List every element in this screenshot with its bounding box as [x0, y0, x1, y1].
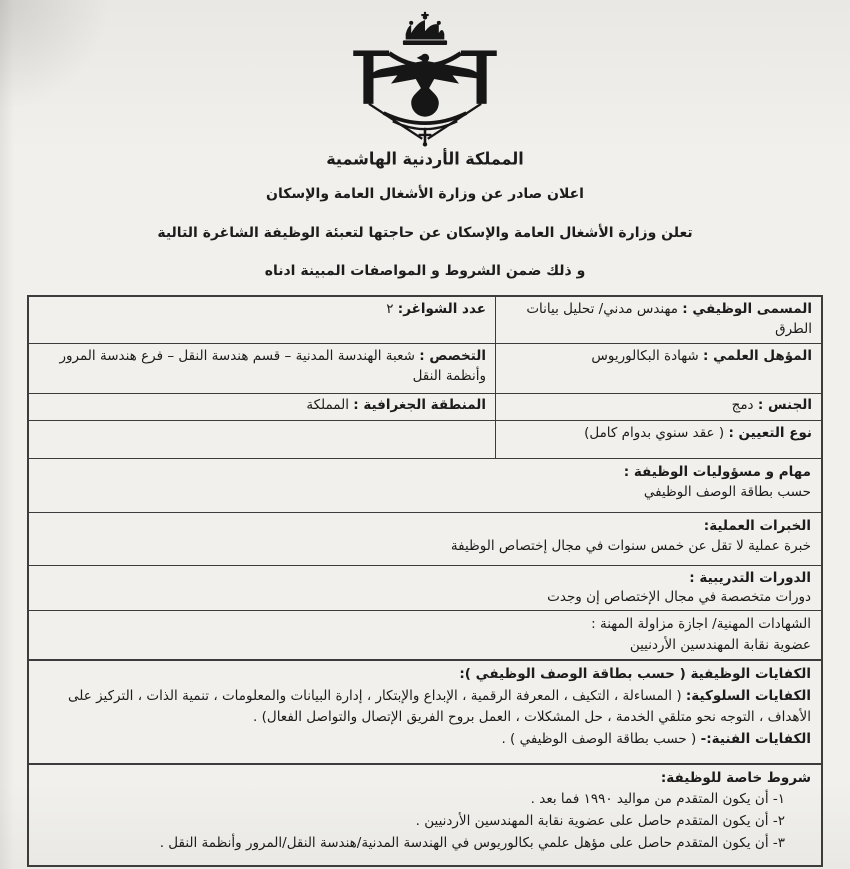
technical-competencies-label: الكفايات الفنية:-	[700, 731, 811, 748]
specialization-label: التخصص :	[419, 348, 486, 364]
vacancies-label: عدد الشواغر:	[397, 301, 486, 317]
announcement-subtitle: تعلن وزارة الأشغال العامة والإسكان عن حاجتها لتعبئة الوظيفة الشاغرة التالية	[157, 225, 693, 241]
job-title-value: مهندس مدني/ تحليل بيانات الطرق	[526, 301, 812, 338]
appointment-type-label: نوع التعيين :	[728, 425, 812, 441]
section-professional-certificates	[29, 611, 821, 661]
section-duties	[29, 459, 821, 513]
experience-title: الخبرات العملية:	[703, 518, 811, 534]
technical-competencies	[39, 729, 811, 751]
courses-body: دورات متخصصة في مجال الإختصاص إن وجدت	[547, 588, 811, 605]
empty-cell	[29, 421, 495, 459]
announcement-note: و ذلك ضمن الشروط و المواصفات المبينة ادناه	[264, 263, 586, 279]
job-summary-grid	[29, 297, 821, 459]
competencies-title: الكفايات الوظيفية ( حسب بطاقة الوصف الوظيفي ):	[459, 665, 811, 682]
kingdom-name-calligraphy: المملكة الأردنية الهاشمية	[326, 148, 524, 169]
region-cell	[29, 394, 495, 421]
gender-cell	[495, 394, 821, 421]
appointment-type-value: ( عقد سنوي بدوام كامل)	[584, 425, 725, 441]
section-training-courses	[29, 566, 821, 611]
condition-item-2: ٢- أن يكون المتقدم حاصل على عضوية نقابة المهندسين الأردنيين .	[415, 812, 785, 829]
job-details-table	[27, 295, 823, 867]
job-title-label: المسمى الوظيفي :	[682, 301, 812, 317]
condition-item-1: ١- أن يكون المتقدم من مواليد ١٩٩٠ فما بعد .	[530, 791, 785, 808]
qualification-cell	[495, 344, 821, 394]
behavioral-competencies-label: الكفايات السلوكية:	[685, 687, 811, 704]
vacancies-cell	[29, 297, 495, 344]
appointment-type-cell	[495, 421, 821, 459]
technical-competencies-text: ( حسب بطاقة الوصف الوظيفي ) .	[501, 731, 701, 748]
region-label: المنطقة الجغرافية :	[353, 397, 486, 413]
courses-title: الدورات التدريبية :	[689, 570, 811, 586]
region-value: المملكة	[306, 397, 349, 413]
section-experience	[29, 513, 821, 566]
specialization-cell	[29, 344, 495, 394]
duties-body: حسب بطاقة الوصف الوظيفي	[643, 484, 811, 501]
qualification-value: شهادة البكالوريوس	[591, 348, 699, 364]
section-competencies	[29, 661, 821, 765]
certificates-body: عضوية نقابة المهندسين الأردنيين	[629, 636, 811, 653]
duties-title: مهام و مسؤوليات الوظيفة :	[623, 464, 811, 480]
vacancies-value: ٢	[386, 301, 394, 317]
announcement-title: اعلان صادر عن وزارة الأشغال العامة والإسكان	[266, 186, 584, 202]
gender-value: دمج	[731, 397, 754, 413]
certificates-title: الشهادات المهنية/ اجازة مزاولة المهنة :	[591, 616, 811, 633]
section-special-conditions	[29, 765, 821, 865]
conditions-title: شروط خاصة للوظيفة:	[660, 769, 811, 786]
experience-body: خبرة عملية لا تقل عن خمس سنوات في مجال إختصاص الوظيفة	[450, 538, 811, 555]
behavioral-competencies-text: ( المساءلة ، التكيف ، المعرفة الرقمية ، الإبداع والإبتكار ، إدارة البيانات والمعلومات ، تنمية الذات ، التركيز على الأهداف ، التوجه نحو متلقي الخدمة ، حل المشكلات ، العمل بروح الفريق الإتصال والتواصل الفعال) .	[68, 687, 811, 726]
job-title-cell	[495, 297, 821, 344]
qualification-label: المؤهل العلمي :	[703, 348, 812, 364]
gender-label: الجنس :	[757, 397, 812, 413]
jordan-coat-of-arms-icon	[322, 10, 528, 148]
condition-item-3: ٣- أن يكون المتقدم حاصل على مؤهل علمي بكالوريوس في الهندسة المدنية/هندسة النقل/المرور وأنظمة النقل .	[159, 834, 785, 851]
specialization-value: شعبة الهندسة المدنية – قسم هندسة النقل – فرع هندسة المرور وأنظمة النقل	[59, 348, 486, 385]
behavioral-competencies	[39, 686, 811, 730]
